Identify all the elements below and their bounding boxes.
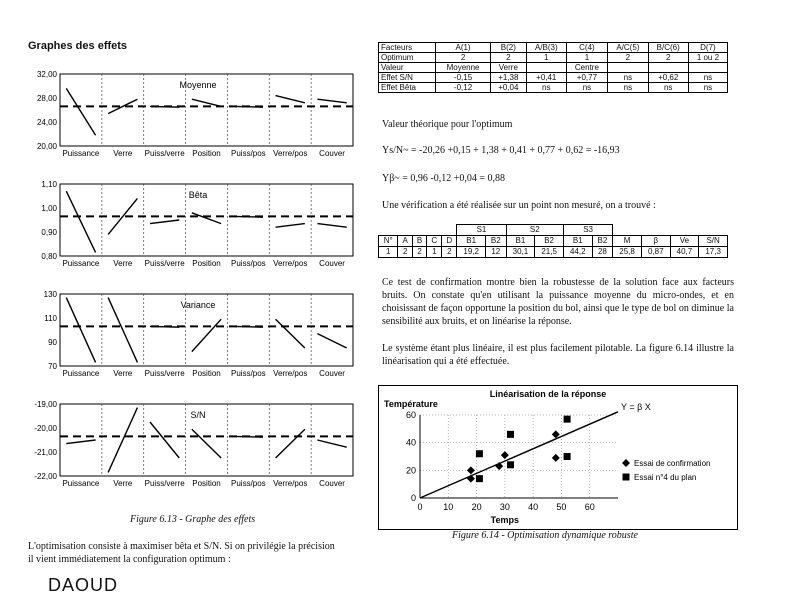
- linear-system-paragraph: Le système étant plus linéaire, il est plus facilement pilotable. La figure 6.14 illustre la linéarisation qui a été effectuée.: [382, 343, 734, 367]
- x-label: Puiss/verre: [144, 369, 185, 378]
- table-header-row: [379, 236, 728, 247]
- effect-segment: [192, 213, 221, 224]
- table-cell: 2: [648, 53, 688, 63]
- equation-sn: Ys/N~ = -20,26 +0,15 + 1,38 + 0,41 + 0,77 + 0,62 = -16,93: [382, 145, 620, 156]
- x-tick-label: 30: [499, 502, 510, 512]
- effect-panel-2: [28, 178, 358, 273]
- confirmation-paragraph: Ce test de confirmation montre bien la robustesse de la solution face aux facteurs bruits. On constate qu'en utilisant la puissance moyenne du micro-ondes, et en choisissant de façon opportune la position du bol, ainsi que le type de bol on diminue la sensibilité aux bruits, et on linéarise la réponse.: [382, 277, 734, 327]
- x-label: Puissance: [62, 149, 100, 158]
- effect-segment: [66, 88, 95, 135]
- table-cell: +0,04: [490, 83, 526, 93]
- section-heading: Graphes des effets: [28, 40, 128, 52]
- effect-segment: [234, 106, 263, 107]
- author-name: DAOUD: [48, 575, 119, 595]
- y-tick-label: 28,00: [36, 94, 57, 103]
- y-tick-label: 0,80: [41, 252, 57, 261]
- table-cell: B: [412, 236, 426, 247]
- table-cell: 44,2: [563, 247, 592, 258]
- table-cell: 19,2: [457, 247, 486, 258]
- effect-segment: [317, 440, 346, 447]
- table-cell: Optimum: [379, 53, 436, 63]
- y-tick-label: 20: [405, 465, 416, 476]
- table-cell: [379, 225, 457, 236]
- y-tick-label: 1,10: [41, 180, 57, 189]
- y-tick-label: 70: [48, 362, 57, 371]
- effect-panel-1: [28, 68, 358, 163]
- x-tick-label: 10: [443, 502, 454, 512]
- table-cell: +0,41: [526, 73, 566, 83]
- effect-segment: [66, 298, 95, 363]
- x-label: Couver: [319, 259, 345, 268]
- optimisation-paragraph: [28, 540, 368, 566]
- table-cell: -0,12: [436, 83, 490, 93]
- x-label: Puiss/pos: [231, 369, 266, 378]
- table-cell: S1: [457, 225, 506, 236]
- x-label: Puissance: [62, 369, 100, 378]
- y-tick-label: 0: [410, 493, 416, 503]
- y-tick-label: -21,00: [34, 448, 57, 457]
- effect-segment: [317, 224, 346, 228]
- table-cell: S2: [506, 225, 563, 236]
- x-label: Puiss/verre: [144, 479, 185, 488]
- effect-segment: [108, 408, 137, 473]
- table-cell: D: [442, 236, 457, 247]
- y-tick-label: 110: [44, 314, 57, 323]
- theoretical-value-title: Valeur théorique pour l'optimum: [382, 119, 513, 130]
- table-cell: [648, 63, 688, 73]
- table-cell: D(7): [688, 43, 727, 53]
- table-cell: ns: [566, 83, 608, 93]
- table-cell: B/C(6): [648, 43, 688, 53]
- effect-segment: [317, 99, 346, 103]
- plan-point: [507, 461, 514, 468]
- x-label: Couver: [319, 369, 345, 378]
- x-label: Verre/pos: [273, 369, 308, 378]
- effect-segment: [150, 220, 179, 224]
- legend-label: Essai n°4 du plan: [634, 473, 697, 482]
- effect-segment: [192, 319, 221, 351]
- table-cell: 2: [436, 53, 490, 63]
- table-cell: N°: [379, 236, 398, 247]
- table-cell: B2: [486, 236, 507, 247]
- y-tick-label: 40: [405, 437, 416, 448]
- x-label: Verre: [113, 369, 133, 378]
- x-label: Puiss/pos: [231, 149, 266, 158]
- x-label: Puissance: [62, 259, 100, 268]
- table-cell: B(2): [490, 43, 526, 53]
- table-cell: ns: [526, 83, 566, 93]
- x-tick-label: 50: [556, 502, 567, 512]
- x-label: Couver: [319, 149, 345, 158]
- table-cell: C: [427, 236, 442, 247]
- x-label: Couver: [319, 479, 345, 488]
- effect-segment: [150, 422, 179, 458]
- figure-6-14-caption: Figure 6.14 - Optimisation dynamique robuste: [452, 530, 638, 541]
- linearisation-chart: [378, 385, 738, 530]
- table-cell: 2: [412, 247, 426, 258]
- effect-segment: [234, 216, 263, 217]
- y-tick-label: 24,00: [36, 118, 57, 127]
- x-tick-label: 20: [471, 502, 482, 512]
- table-cell: [526, 63, 566, 73]
- table-cell: ns: [688, 73, 727, 83]
- table-cell: 2: [608, 53, 648, 63]
- y-tick-label: -22,00: [34, 472, 57, 481]
- x-tick-label: 0: [417, 502, 423, 512]
- x-label: Puiss/pos: [231, 259, 266, 268]
- x-label: Puiss/pos: [231, 479, 266, 488]
- verification-table: [378, 224, 728, 258]
- x-label: Puiss/verre: [144, 259, 185, 268]
- legend-label: Essai de confirmation: [634, 459, 711, 468]
- table-cell: [688, 63, 727, 73]
- effect-segment: [234, 436, 263, 437]
- factors-table: [378, 42, 728, 93]
- verification-text: Une vérification a été réalisée sur un point non mesuré, on a trouvé :: [382, 200, 656, 211]
- table-cell: Valeur: [379, 63, 436, 73]
- table-cell: 1: [526, 53, 566, 63]
- effect-segment: [276, 224, 305, 228]
- equation-beta: Yβ~ = 0,96 -0,12 +0,04 = 0,88: [382, 173, 505, 184]
- table-cell: 40,7: [670, 247, 699, 258]
- table-row: [379, 247, 728, 258]
- panel-title: Moyenne: [179, 80, 217, 90]
- y-tick-label: 60: [405, 410, 416, 420]
- table-cell: 30,1: [506, 247, 535, 258]
- x-tick-label: 60: [584, 502, 595, 512]
- table-cell: -0,15: [436, 73, 490, 83]
- table-cell: A/B(3): [526, 43, 566, 53]
- y-tick-label: 32,00: [36, 70, 57, 79]
- table-row: [379, 73, 728, 83]
- x-label: Verre: [113, 479, 133, 488]
- effect-segment: [150, 106, 179, 107]
- table-cell: Centre: [566, 63, 608, 73]
- table-cell: S/N: [699, 236, 728, 247]
- y-tick-label: -20,00: [34, 424, 57, 433]
- x-label: Puiss/verre: [144, 149, 185, 158]
- y-axis-label: Température: [384, 399, 438, 409]
- plan-point: [476, 475, 483, 482]
- table-cell: 21,5: [535, 247, 564, 258]
- effect-segment: [66, 440, 95, 444]
- table-cell: [613, 225, 728, 236]
- y-tick-label: 20,00: [36, 142, 57, 151]
- x-tick-label: 40: [528, 502, 539, 512]
- table-cell: B2: [592, 236, 613, 247]
- table-cell: Effet S/N: [379, 73, 436, 83]
- table-cell: 1: [566, 53, 608, 63]
- panel-title: Bêta: [188, 190, 208, 200]
- table-row: [379, 83, 728, 93]
- effect-segment: [276, 319, 305, 348]
- effect-segment: [317, 334, 346, 348]
- table-cell: ns: [608, 73, 648, 83]
- table-cell: Facteurs: [379, 43, 436, 53]
- table-row: [379, 63, 728, 73]
- x-label: Verre/pos: [273, 149, 308, 158]
- effect-segment: [66, 191, 95, 252]
- y-tick-label: -19,00: [34, 400, 57, 409]
- table-cell: +0,77: [566, 73, 608, 83]
- legend-square-marker: [623, 474, 630, 481]
- table-cell: 0,87: [641, 247, 670, 258]
- panel-frame: [60, 404, 353, 476]
- y-tick-label: 1,00: [41, 204, 57, 213]
- table-header-row: [379, 225, 728, 236]
- para-line-2: il vient immédiatement la configuration optimum :: [28, 554, 231, 565]
- effect-segment: [192, 99, 221, 106]
- table-cell: 2: [490, 53, 526, 63]
- table-cell: 12: [486, 247, 507, 258]
- table-cell: ns: [648, 83, 688, 93]
- para-line-1: L'optimisation consiste à maximiser bêta et S/N. Si on privilégie la précision: [28, 541, 335, 552]
- x-label: Verre/pos: [273, 479, 308, 488]
- x-label: Puissance: [62, 479, 100, 488]
- table-cell: B1: [563, 236, 592, 247]
- table-cell: 17,3: [699, 247, 728, 258]
- figure-6-13-caption: Figure 6.13 - Graphe des effets: [130, 514, 256, 525]
- table-cell: ns: [608, 83, 648, 93]
- table-cell: 2: [442, 247, 457, 258]
- table-cell: Ve: [670, 236, 699, 247]
- plan-point: [507, 431, 514, 438]
- table-cell: 1: [427, 247, 442, 258]
- x-label: Position: [192, 479, 221, 488]
- table-cell: +0,62: [648, 73, 688, 83]
- x-label: Position: [192, 149, 221, 158]
- table-cell: Moyenne: [436, 63, 490, 73]
- effect-panel-4: [28, 398, 358, 493]
- table-cell: A/C(5): [608, 43, 648, 53]
- table-cell: B2: [535, 236, 564, 247]
- effect-segment: [108, 298, 137, 363]
- table-row: [379, 43, 728, 53]
- panel-title: Variance: [180, 300, 216, 310]
- table-cell: 1: [379, 247, 398, 258]
- y-tick-label: 130: [43, 290, 57, 299]
- x-label: Position: [192, 369, 221, 378]
- table-cell: C(4): [566, 43, 608, 53]
- y-tick-label: 90: [48, 338, 57, 347]
- panel-title: S/N: [190, 410, 206, 420]
- plan-point: [564, 416, 571, 423]
- table-cell: B1: [457, 236, 486, 247]
- x-label: Position: [192, 259, 221, 268]
- table-cell: ns: [688, 83, 727, 93]
- table-row: [379, 53, 728, 63]
- table-cell: 28: [592, 247, 613, 258]
- effect-segment: [276, 96, 305, 103]
- table-cell: S3: [563, 225, 612, 236]
- table-cell: β: [641, 236, 670, 247]
- y-tick-label: 0,90: [41, 228, 57, 237]
- effect-segment: [192, 429, 221, 458]
- table-cell: 25,8: [613, 247, 642, 258]
- x-label: Verre/pos: [273, 259, 308, 268]
- x-axis-label: Temps: [490, 515, 520, 525]
- table-cell: +1,38: [490, 73, 526, 83]
- table-cell: M: [613, 236, 642, 247]
- x-label: Verre: [113, 259, 133, 268]
- effect-panel-3: [28, 288, 358, 383]
- table-cell: A(1): [436, 43, 490, 53]
- table-cell: 2: [398, 247, 412, 258]
- plan-point: [564, 453, 571, 460]
- table-cell: A: [398, 236, 412, 247]
- plan-point: [476, 450, 483, 457]
- table-cell: Verre: [490, 63, 526, 73]
- chart-title: Linéarisation de la réponse: [489, 389, 607, 399]
- table-cell: [608, 63, 648, 73]
- table-cell: 1 ou 2: [688, 53, 727, 63]
- effect-segment: [150, 326, 179, 327]
- fit-label: Y = β X: [621, 401, 651, 412]
- table-cell: B1: [506, 236, 535, 247]
- x-label: Verre: [113, 149, 133, 158]
- table-cell: Effet Bêta: [379, 83, 436, 93]
- effect-segment: [234, 326, 263, 327]
- effect-segment: [276, 429, 305, 458]
